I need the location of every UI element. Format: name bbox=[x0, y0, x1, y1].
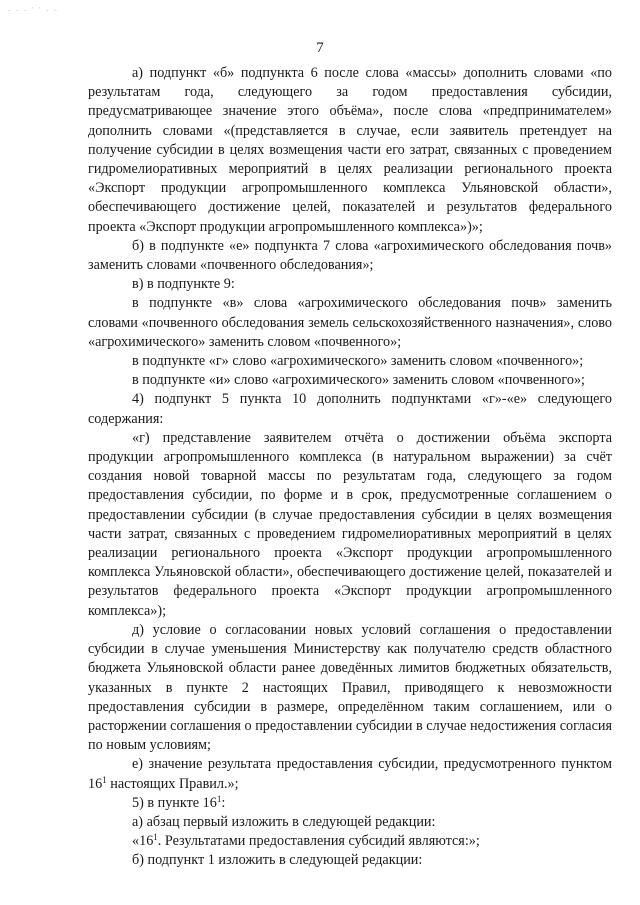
paragraph-5-point-16-1 bbox=[88, 794, 612, 813]
paragraph-subpoint-v: в подпункте «в» слова «агрохимического обследования почв» заменить словами «почвенного обследования земель сельскохозяйственного назначения», слово «агрохимического» заменить словом «почвенного»; bbox=[88, 295, 612, 350]
paragraph-b-subpoint-1: б) подпункт 1 изложить в следующей редакции: bbox=[132, 852, 423, 869]
text-segment: е) значение результата предоставления субсидии, предусмотренного пунктом 16 bbox=[88, 756, 612, 792]
superscript: 1 bbox=[153, 832, 158, 843]
paragraph-g-report: «г) представление заявителем отчёта о достижении объёма экспорта продукции агропромышленного комплекса (в натуральном выражении) за счёт создания новой товарной массы по результатам года, следующего за годом предоставления субсидии, по форме и в срок, предусмотренные соглашением о предоставлении субсидии (в случае предоставления субсидии в целях возмещения части затрат, связанных с проведением гидромелиоративных мероприятий в целях реализации регионального проекта «Экспорт продукции агропромышленного комплекса Ульяновской области», обеспечивающего достижение целей, показателей и результатов федерального проекта «Экспорт продукции агропромышленного комплекса»); bbox=[88, 429, 612, 619]
paragraph-b-subpoint-e: б) в подпункте «е» подпункта 7 слова «агрохимического обследования почв» заменить словами «почвенного обследования»; bbox=[88, 237, 612, 274]
paragraph-subpoint-g: в подпункте «г» слово «агрохимического» заменить словом «почвенного»; bbox=[132, 353, 584, 370]
text-segment: «16 bbox=[132, 833, 154, 850]
page-number: 7 bbox=[316, 40, 324, 56]
document-body bbox=[88, 64, 612, 871]
paragraph-v-subpoint-9: в) в подпункте 9: bbox=[132, 276, 235, 293]
paragraph-a-subpoint-b: а) подпункт «б» подпункта 6 после слова «массы» дополнить словами «по результатам года, следующего за годом предоставления субсидии, предусматривающее значение этого объёма», после слова «предпринимателем» дополнить словами «(представляется в случае, если заявитель претендует на получение субсидии в целях возмещения части его затрат, связанных с проведением гидромелиоративных мероприятий в целях реализации регионального проекта «Экспорт продукции агропромышленного комплекса Ульяновской области», обеспечивающего достижение целей, показателей и результатов федерального проекта «Экспорт продукции агропромышленного комплекса»)»; bbox=[88, 65, 612, 235]
text-segment: настоящих Правил.»; bbox=[106, 775, 239, 792]
paragraph-a-first-abzac: а) абзац первый изложить в следующей редакции: bbox=[132, 813, 436, 830]
superscript: 1 bbox=[216, 793, 222, 804]
superscript: 1 bbox=[102, 774, 107, 785]
text-segment: : bbox=[221, 794, 226, 811]
paragraph-e-result bbox=[88, 755, 612, 793]
paragraph-subpoint-i: в подпункте «и» слово «агрохимического» заменить словом «почвенного»; bbox=[132, 372, 585, 389]
text-segment: . Результатами предоставления субсидий являются:»; bbox=[157, 833, 480, 850]
scan-mark: - - - ' ' - - bbox=[8, 6, 59, 14]
paragraph-d-condition: д) условие о согласовании новых условий соглашения о предоставлении субсидии в случае уменьшения Министерству как получателю средств областного бюджета Ульяновской области ранее доведённых лимитов бюджетных обязательств, указанных в пункте 2 настоящих Правил, приводящего к невозможности предоставления субсидии в размере, определённом таким соглашением, или о расторжении соглашения о предоставлении субсидии в случае недостижения согласия по новым условиям; bbox=[88, 621, 612, 754]
text-segment: 5) в пункте 16 bbox=[132, 794, 217, 811]
paragraph-4-point-10: 4) подпункт 5 пункта 10 дополнить подпунктами «г»-«е» следующего содержания: bbox=[88, 391, 612, 427]
paragraph-quote-16-1 bbox=[88, 832, 612, 851]
